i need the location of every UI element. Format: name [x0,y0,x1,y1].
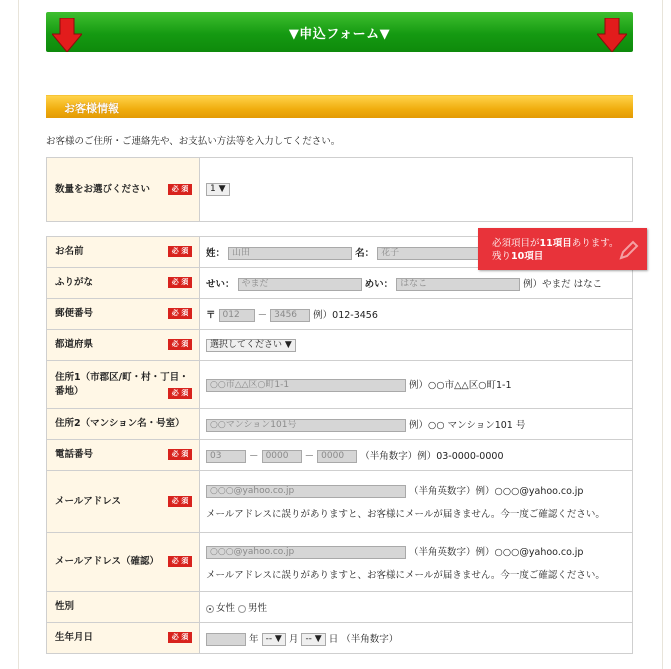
required-badge: 必 須 [168,388,192,399]
arrow-down-icon [597,18,627,52]
field-label-cell [47,158,200,222]
form-row-prefecture [47,330,633,361]
required-badge: 必 須 [168,496,192,507]
field-value-cell [200,533,633,592]
male-radio[interactable] [238,605,246,613]
mei-label: 名： [355,247,375,259]
phone-dash: － [304,450,315,462]
form-row-address2 [47,409,633,440]
email-confirm-input[interactable]: ○○○@yahoo.co.jp [206,546,406,559]
birth-month-select[interactable]: -- ▼ [262,633,286,646]
birthday-note: （半角数字） [341,633,399,645]
form-row-furigana [47,268,633,299]
customer-info-table [46,236,633,654]
birth-year-input[interactable] [206,633,246,646]
postal-code-input-2[interactable]: 3456 [270,309,310,322]
year-unit: 年 [249,633,259,645]
field-label-cell [47,299,200,330]
address1-example: 例）○○市△△区○町1-1 [409,380,512,391]
postal-mark: 〒 [206,309,216,321]
sei-label: 姓： [206,247,226,259]
first-name-input[interactable]: 花子 [377,247,501,260]
month-unit: 月 [288,633,299,645]
field-value-cell [200,440,633,471]
last-name-input[interactable]: 山田 [228,247,352,260]
birthday-label: 生年月日 [55,632,94,643]
postal-example: 例）012-3456 [313,309,378,321]
field-value-cell [200,409,633,440]
required-badge: 必 須 [168,556,192,567]
email-note: メールアドレスに誤りがありますと、お客様にメールが届きません。今一度ご確認ください。 [206,509,605,520]
quantity-label: 数量をお選びください [55,183,151,195]
pencil-icon [617,238,641,262]
last-name-kana-input[interactable]: やまだ [238,278,362,291]
address2-label: 住所2（マンション名・号室） [55,418,185,429]
required-badge: 必 須 [168,246,192,257]
form-row-phone [47,440,633,471]
tooltip-remaining: 10項目 [511,251,544,262]
field-label-cell [47,623,200,654]
postal-label: 郵便番号 [55,308,94,319]
field-label-cell [47,330,200,361]
required-badge: 必 須 [168,277,192,288]
field-value-cell [200,592,633,623]
day-unit: 日 [328,633,339,645]
quantity-select[interactable]: 1 ▼ [206,183,230,196]
email-example: （半角英数字）例）○○○@yahoo.co.jp [409,486,584,497]
email-confirm-example: （半角英数字）例）○○○@yahoo.co.jp [409,546,584,558]
phone-input-2[interactable]: 0000 [262,450,302,463]
quantity-table [46,157,633,222]
email-confirm-label: メールアドレス（確認） [55,556,160,567]
form-row-quantity [47,158,633,222]
female-radio[interactable] [206,605,214,613]
field-value-cell [200,330,633,361]
form-row-email-confirm [47,533,633,592]
address2-example: 例）○○ マンション101 号 [409,419,526,431]
birth-day-select[interactable]: -- ▼ [301,633,325,646]
tooltip-text: 残り [492,251,512,262]
required-badge: 必 須 [168,339,192,350]
field-label-cell [47,361,200,409]
phone-input-3[interactable]: 0000 [317,450,357,463]
prefecture-label: 都道府県 [55,339,94,350]
sei-kana-label: せい： [206,278,235,290]
field-value-cell [200,361,633,409]
intro-text: お客様のご住所・ご連絡先や、お支払い方法等を入力してください。 [46,136,341,147]
phone-label: 電話番号 [55,449,94,460]
furigana-label: ふりがな [55,277,94,288]
female-label: 女性 [216,603,236,614]
phone-example: （半角数字）例）03-0000-0000 [360,450,504,462]
required-badge: 必 須 [168,308,192,319]
field-label-cell [47,471,200,533]
address1-label: 住所1（市郡区/町・村・丁目・番地） [55,371,189,397]
field-label-cell [47,533,200,592]
form-banner [46,12,633,52]
address2-input[interactable]: ○○マンション101号 [206,419,406,432]
required-badge: 必 須 [168,449,192,460]
name-label: お名前 [55,246,84,257]
tooltip-count: 11項目 [539,238,572,249]
required-badge: 必 須 [168,632,192,643]
email-input[interactable]: ○○○@yahoo.co.jp [206,485,406,498]
male-label: 男性 [248,603,268,614]
field-value-cell [200,471,633,533]
field-label-cell [47,440,200,471]
section-title: お客様情報 [64,102,119,115]
field-label-cell [47,409,200,440]
email-confirm-note: メールアドレスに誤りがありますと、お客様にメールが届きません。今一度ご確認ください。 [206,569,605,581]
form-row-birthday [47,623,633,654]
postal-code-input-1[interactable]: 012 [219,309,255,322]
phone-dash: － [249,450,259,462]
tooltip-text: 必須項目が [492,238,540,249]
required-badge: 必 須 [168,184,192,195]
field-value-cell [200,158,633,222]
first-name-kana-input[interactable]: はなこ [396,278,520,291]
address1-input[interactable]: ○○市△△区○町1-1 [206,379,406,392]
phone-input-1[interactable]: 03 [206,450,246,463]
tooltip-text: あります。 [571,238,619,249]
prefecture-select[interactable]: 選択してください ▼ [206,339,296,352]
form-row-email [47,471,633,533]
field-value-cell [200,299,633,330]
email-label: メールアドレス [55,495,122,507]
field-label-cell [47,268,200,299]
postal-dash: － [257,309,268,321]
field-label-cell [47,592,200,623]
form-row-address1 [47,361,633,409]
banner-title: ▼申込フォーム▼ [288,27,391,42]
form-row-gender [47,592,633,623]
mei-kana-label: めい： [364,278,394,290]
required-count-tooltip [478,228,647,270]
gender-label: 性別 [55,601,75,612]
field-value-cell [200,268,633,299]
field-label-cell [47,237,200,268]
field-value-cell [200,623,633,654]
section-header [46,95,633,118]
form-row-postal [47,299,633,330]
furigana-example: 例）やまだ はなこ [523,278,603,290]
